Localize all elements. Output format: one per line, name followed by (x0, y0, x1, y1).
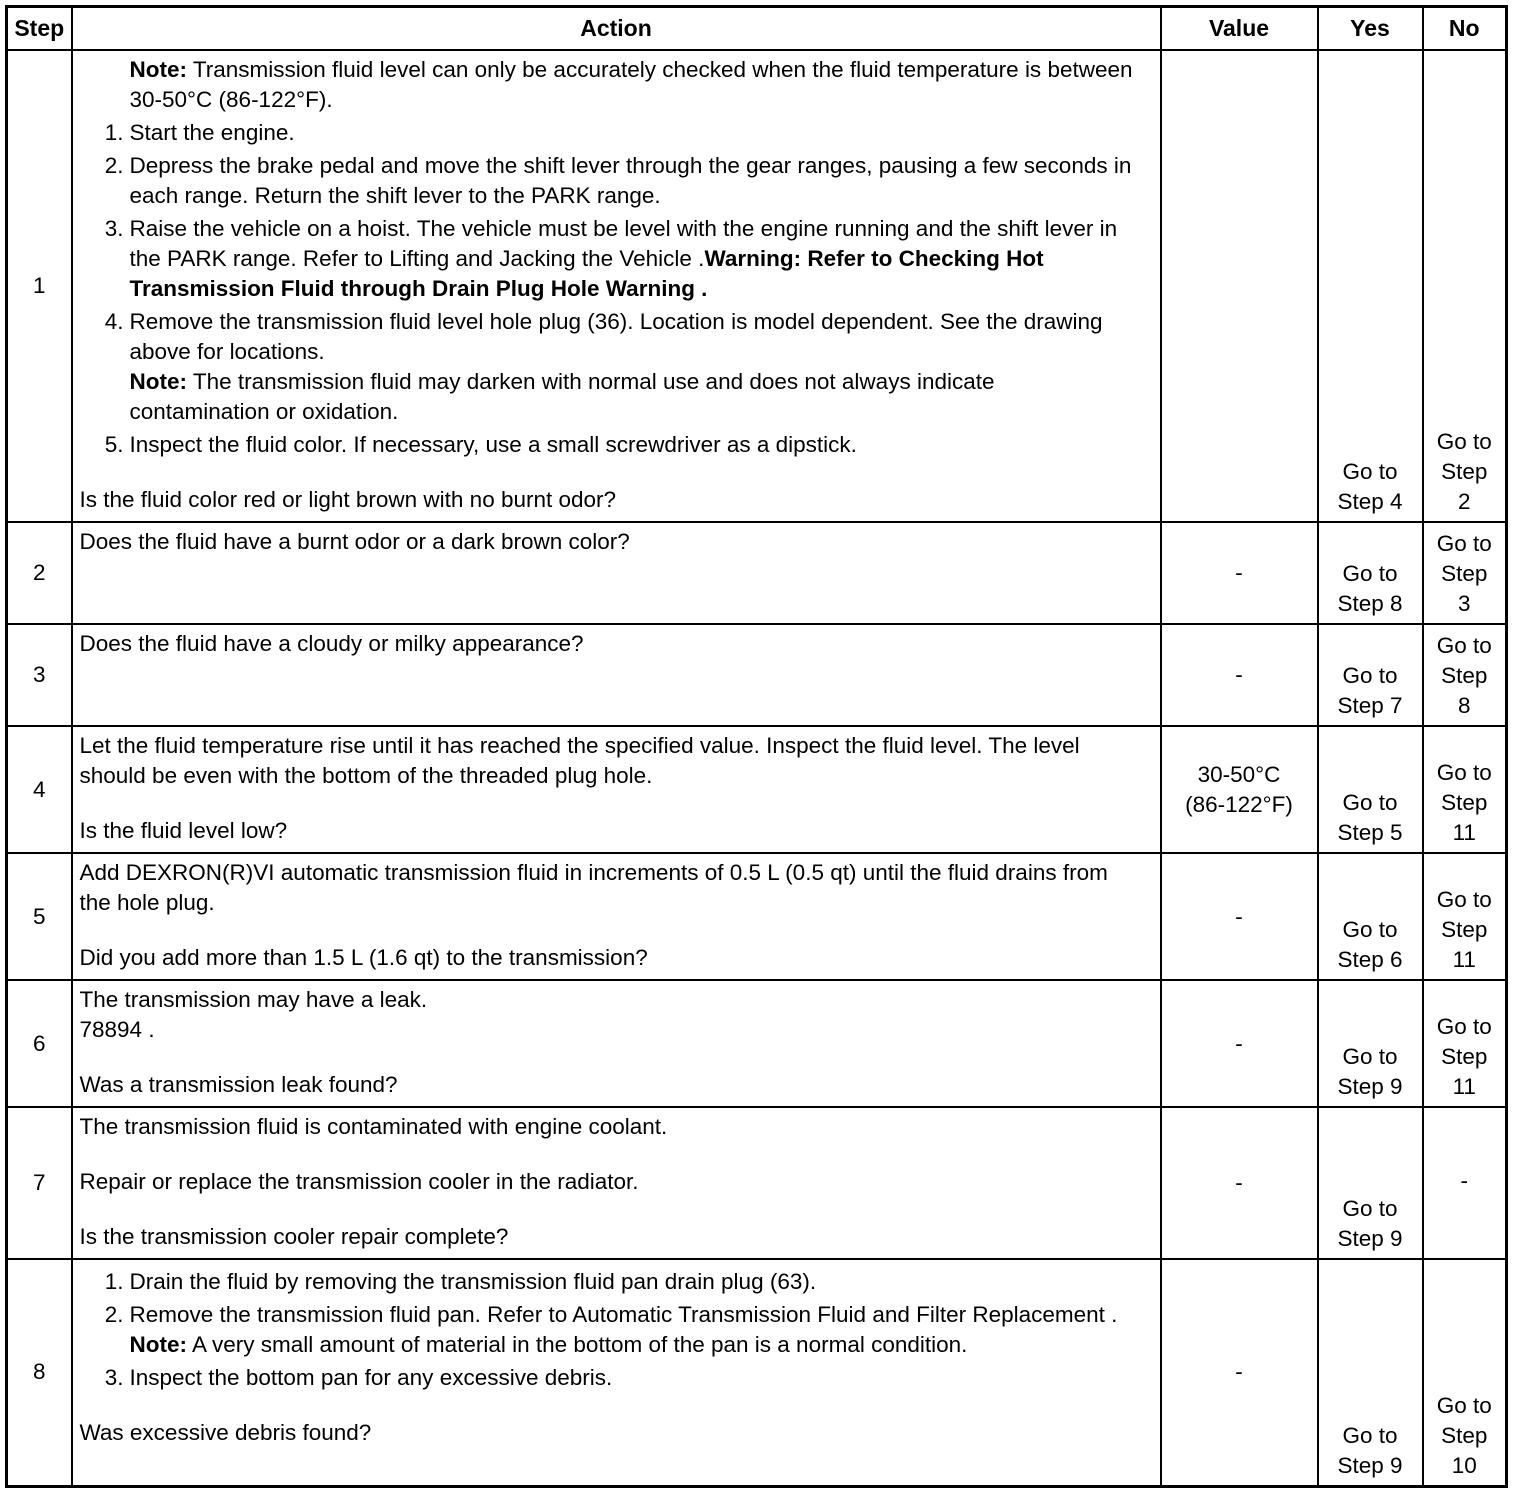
header-yes: Yes (1318, 7, 1423, 51)
table-row (7, 853, 1507, 980)
yes-cell: Go to Step 9 (1318, 1259, 1423, 1486)
step-number: 7 (7, 1107, 72, 1259)
action-cell (72, 1259, 1161, 1486)
yes-cell: Go to Step 5 (1318, 726, 1423, 853)
no-cell: Go to Step 2 (1423, 50, 1507, 522)
item-number: 2. (104, 1302, 124, 1327)
action-cell (72, 50, 1161, 522)
step-number: 1 (7, 50, 72, 522)
table-row (7, 624, 1507, 726)
no-cell: Go to Step 8 (1423, 624, 1507, 726)
item-text: Remove the transmission fluid level hole plug (36). Location is model dependent. See the drawing above for locations. (129, 309, 1103, 364)
header-action: Action (72, 7, 1161, 51)
step-number: 6 (7, 980, 72, 1107)
list-item (80, 430, 1140, 460)
item-number: 3. (104, 216, 124, 241)
header-row (7, 7, 1507, 51)
question: Did you add more than 1.5 L (1.6 qt) to the transmission? (79, 945, 648, 970)
instruction-text: The transmission fluid is contaminated with engine coolant. (79, 1114, 668, 1139)
action-cell (72, 624, 1161, 726)
value-cell: 30-50°C (86-122°F) (1161, 726, 1318, 853)
list-item (80, 1267, 1140, 1297)
question: Is the fluid color red or light brown with no burnt odor? (79, 487, 617, 512)
table-row (7, 980, 1507, 1107)
table-row (7, 522, 1507, 624)
item-number: 1. (104, 1269, 124, 1294)
value-cell: - (1161, 980, 1318, 1107)
yes-cell: Go to Step 6 (1318, 853, 1423, 980)
question: Is the transmission cooler repair complete? (79, 1224, 509, 1249)
table-row (7, 50, 1507, 522)
note-label: Note: (129, 57, 187, 82)
item-text: Inspect the fluid color. If necessary, use a small screwdriver as a dipstick. (129, 432, 857, 457)
header-no: No (1423, 7, 1507, 51)
no-cell: Go to Step 11 (1423, 853, 1507, 980)
yes-cell: Go to Step 9 (1318, 1107, 1423, 1259)
no-cell: Go to Step 10 (1423, 1259, 1507, 1486)
value-cell: - (1161, 853, 1318, 980)
step-number: 8 (7, 1259, 72, 1486)
table-row (7, 1107, 1507, 1259)
question: Does the fluid have a burnt odor or a dark brown color? (79, 529, 630, 554)
action-cell (72, 1107, 1161, 1259)
item-number: 3. (104, 1365, 124, 1390)
item-text: Drain the fluid by removing the transmission fluid pan drain plug (63). (129, 1269, 817, 1294)
instruction-text: The transmission may have a leak. (79, 987, 428, 1012)
action-cell (72, 853, 1161, 980)
question: Was a transmission leak found? (79, 1072, 398, 1097)
no-cell: Go to Step 11 (1423, 980, 1507, 1107)
diagnostic-table (5, 5, 1508, 1488)
list-item (80, 151, 1140, 211)
value-cell (1161, 50, 1318, 522)
no-cell: - (1423, 1107, 1507, 1259)
note-text: The transmission fluid may darken with normal use and does not always indicate contamination or oxidation. (129, 369, 995, 424)
step-number: 5 (7, 853, 72, 980)
action-cell (72, 980, 1161, 1107)
item-number: 2. (104, 153, 124, 178)
table-row (7, 726, 1507, 853)
step-number: 2 (7, 522, 72, 624)
step-number: 3 (7, 624, 72, 726)
value-cell: - (1161, 1107, 1318, 1259)
question: Is the fluid level low? (79, 818, 288, 843)
note-label: Note: (129, 1332, 187, 1357)
warning-text: Warning: Refer to Checking Hot Transmission Fluid through Drain Plug Hole Warning . (129, 246, 1044, 301)
list-item (80, 214, 1140, 304)
value-cell: - (1161, 522, 1318, 624)
item-text: Remove the transmission fluid pan. Refer to Automatic Transmission Fluid and Filter Replacement . (129, 1302, 1118, 1327)
yes-cell: Go to Step 8 (1318, 522, 1423, 624)
reference-text: 78894 . (79, 1017, 155, 1042)
question: Was excessive debris found? (79, 1420, 372, 1445)
no-cell: Go to Step 3 (1423, 522, 1507, 624)
item-number: 5. (104, 432, 124, 457)
yes-cell: Go to Step 9 (1318, 980, 1423, 1107)
item-number: 1. (104, 120, 124, 145)
header-value: Value (1161, 7, 1318, 51)
item-text: Raise the vehicle on a hoist. The vehicle must be level with the engine running and the shift lever in the PARK range. Refer to Lifting and Jacking the Vehicle . (129, 216, 1118, 271)
header-step: Step (7, 7, 72, 51)
note-text: A very small amount of material in the bottom of the pan is a normal condition. (187, 1332, 968, 1357)
note (80, 55, 1140, 115)
action-cell (72, 726, 1161, 853)
action-cell (72, 522, 1161, 624)
list-item (80, 307, 1140, 427)
item-text: Inspect the bottom pan for any excessive debris. (129, 1365, 613, 1390)
question: Does the fluid have a cloudy or milky appearance? (79, 631, 584, 656)
item-number: 4. (104, 309, 124, 334)
note-text: Transmission fluid level can only be accurately checked when the fluid temperature is between 30-50°C (86-122°F). (129, 57, 1133, 112)
value-cell: - (1161, 1259, 1318, 1486)
instruction-text: Add DEXRON(R)VI automatic transmission fluid in increments of 0.5 L (0.5 qt) until the fluid drains from the hole plug. (79, 860, 1108, 915)
item-text: Start the engine. (129, 120, 295, 145)
item-text: Depress the brake pedal and move the shift lever through the gear ranges, pausing a few seconds in each range. Return the shift lever to the PARK range. (129, 153, 1132, 208)
yes-cell: Go to Step 7 (1318, 624, 1423, 726)
value-cell: - (1161, 624, 1318, 726)
list-item (80, 1363, 1140, 1393)
table-row (7, 1259, 1507, 1486)
list-item (80, 118, 1140, 148)
instruction-text: Repair or replace the transmission cooler in the radiator. (79, 1169, 639, 1194)
note-label: Note: (129, 369, 187, 394)
yes-cell: Go to Step 4 (1318, 50, 1423, 522)
step-number: 4 (7, 726, 72, 853)
instruction-text: Let the fluid temperature rise until it has reached the specified value. Inspect the fluid level. The level should be even with the bottom of the threaded plug hole. (79, 733, 1080, 788)
list-item (80, 1300, 1140, 1360)
no-cell: Go to Step 11 (1423, 726, 1507, 853)
